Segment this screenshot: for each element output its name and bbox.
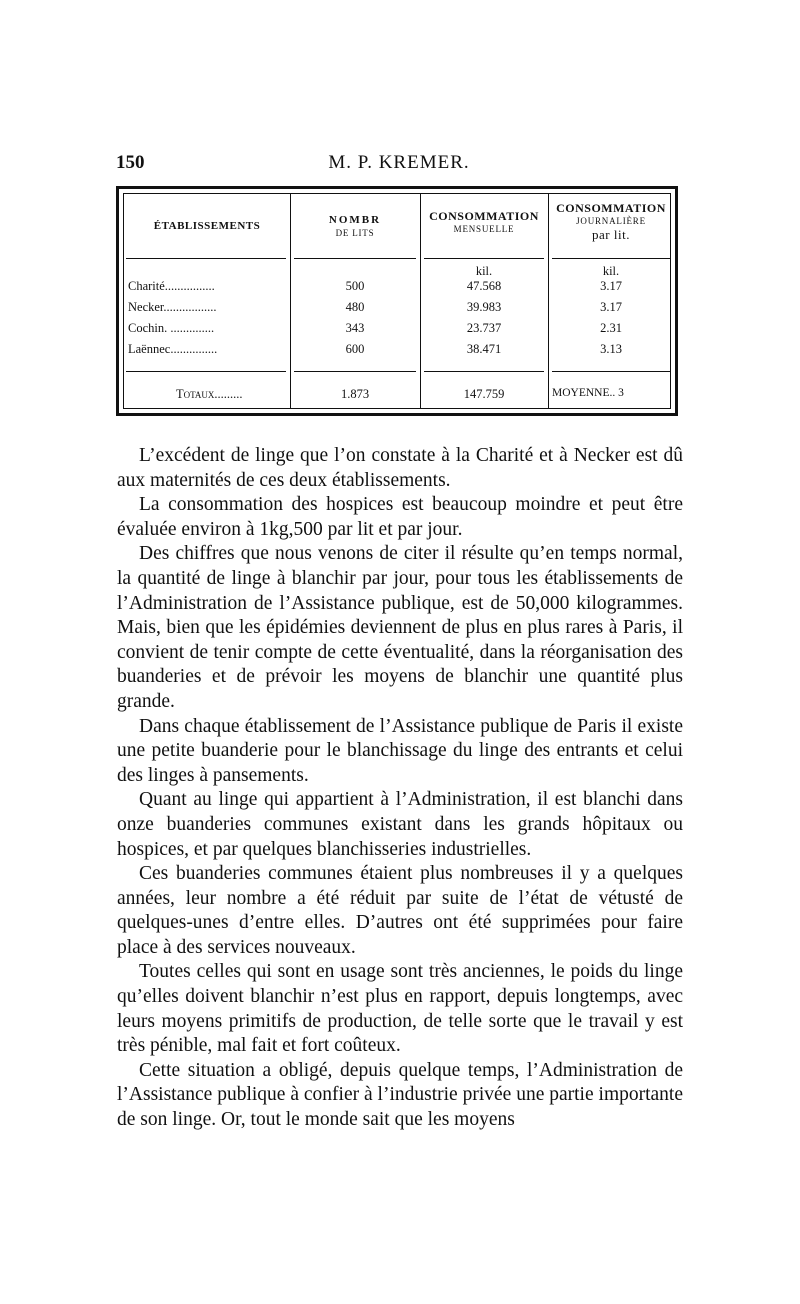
unit-daily: kil. — [602, 264, 620, 278]
header-par-lit: par lit. — [592, 227, 630, 242]
header-etablissements: ÉTABLISSEMENTS — [153, 220, 261, 232]
row-daily: 3.17 — [600, 300, 622, 314]
row-daily: 3.17 — [600, 279, 622, 293]
paragraph: La consommation des hospices est beaucoup moindre et peut être évaluée environ à 1kg,500 par lit et par jour. — [117, 494, 683, 540]
body-text — [117, 444, 683, 1133]
paragraph: Dans chaque établissement de l’Assistance publique de Paris il existe une petite buanderie pour le blanchissage du linge des entrants et celui des linges à pansements. — [117, 715, 683, 786]
row-monthly: 23.737 — [466, 321, 502, 335]
row-label: Cochin. .............. — [128, 321, 215, 335]
paragraph: L’excédent de linge que l’on constate à la Charité et à Necker est dû aux maternités de ces deux établissements. — [117, 445, 683, 491]
header-consommation-journaliere — [548, 202, 674, 241]
paragraph: Cette situation a obligé, depuis quelque temps, l’Administration de l’Assistance publique à confier à l’industrie privée une partie importante de son linge. Or, tout le monde sait que les moyens — [117, 1059, 683, 1131]
row-daily: 2.31 — [600, 321, 622, 335]
row-daily: 3.13 — [600, 342, 622, 356]
header-journaliere: JOURNALIÈRE — [576, 216, 646, 226]
totals-beds: 1.873 — [340, 387, 370, 401]
paragraph: Toutes celles qui sont en usage sont très anciennes, le poids du linge qu’elles doivent blanchir n’est plus en rapport, depuis longtemps, avec leurs moyens primitifs de production, de telle sorte que le travail y est très pénible, mal fait et fort coûteux. — [117, 961, 683, 1057]
header-mensuelle: MENSUELLE — [453, 224, 515, 234]
totals-rule — [126, 371, 286, 372]
header-rule — [424, 258, 544, 259]
row-monthly: 47.568 — [466, 279, 502, 293]
totals-rule — [552, 371, 670, 372]
row-label: Necker................. — [128, 300, 217, 314]
row-monthly: 39.983 — [466, 300, 502, 314]
consumption-table — [116, 186, 678, 416]
header-nombre-lits — [290, 214, 420, 240]
row-beds: 600 — [345, 342, 365, 356]
row-label: Laënnec............... — [128, 342, 218, 356]
totals-label: Totaux......... — [176, 387, 243, 401]
paragraph: Des chiffres que nous venons de citer il résulte qu’en temps normal, la quantité de linge à blanchir par jour, pour tous les établissements de l’Administration de l’Assistance publique, est de 50,000 kilogrammes. Mais, bien que les épidémies deviennent de plus en plus rares à Paris, il convient de tenir compte de cette éventualité, dans la réorganisation des buanderies et de prévoir les moyens de blanchir une quantité plus grande. — [117, 543, 683, 712]
totals-rule — [294, 371, 416, 372]
table-inner-border — [123, 193, 671, 409]
running-head: M. P. KREMER. — [328, 152, 470, 173]
paragraph: Quant au linge qui appartient à l’Administration, il est blanchi dans onze buanderies communes existant dans les grands hôpitaux ou hospices, et par quelques blanchisseries industrielles. — [117, 789, 683, 860]
row-beds: 343 — [345, 321, 365, 335]
header-consommation-mensuelle — [420, 210, 548, 236]
paragraph: Ces buanderies communes étaient plus nombreuses il y a quelques années, leur nombre a été réduit par suite de l’état de vétusté de quelques-unes d’entre elles. D’autres ont été supprimées pour faire place à des services nouveaux. — [117, 863, 683, 958]
row-beds: 480 — [345, 300, 365, 314]
row-label: Charité................ — [128, 279, 215, 293]
header-consommation: CONSOMMATION — [429, 209, 539, 223]
header-rule — [126, 258, 286, 259]
header-nombre: NOMBR — [328, 214, 382, 226]
unit-monthly: kil. — [475, 264, 493, 278]
header-rule — [294, 258, 416, 259]
totals-rule — [424, 371, 544, 372]
totals-daily: MOYENNE.. 3 — [552, 387, 624, 399]
header-consommation-2: CONSOMMATION — [556, 201, 666, 215]
page-number: 150 — [116, 152, 145, 173]
header-rule — [552, 258, 670, 259]
page-header — [116, 152, 682, 178]
row-beds: 500 — [345, 279, 365, 293]
row-monthly: 38.471 — [466, 342, 502, 356]
totals-monthly: 147.759 — [463, 387, 505, 401]
header-de-lits: DE LITS — [335, 228, 375, 238]
